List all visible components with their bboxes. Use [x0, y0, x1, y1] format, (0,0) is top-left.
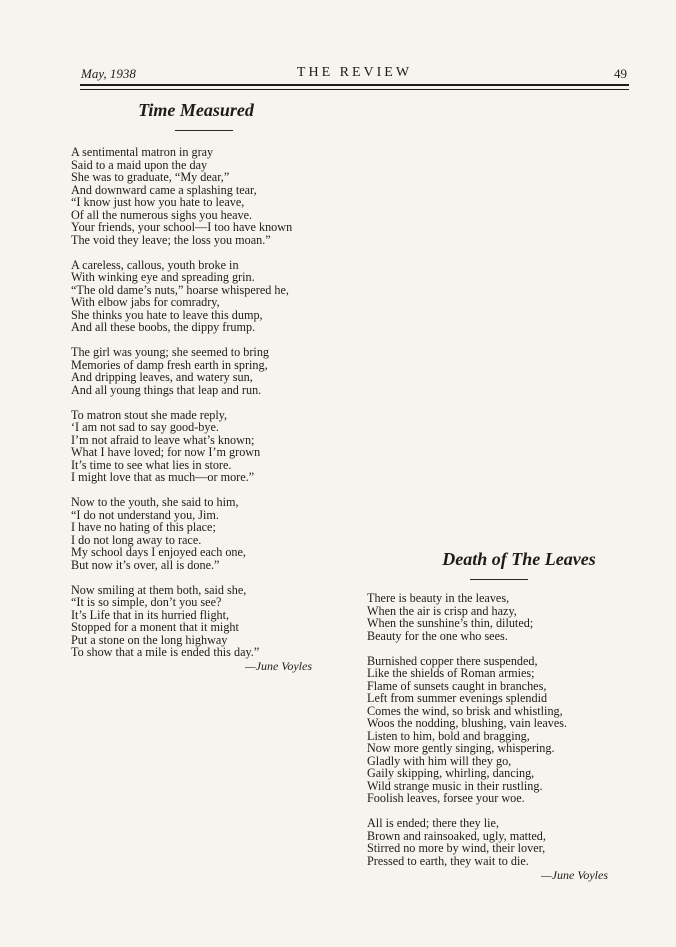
header-rule-thin: [80, 89, 629, 90]
stanza: [71, 496, 333, 571]
verse-line: My school days I enjoyed each one,: [71, 545, 246, 559]
verse-line: What I have loved; for now I’m grown: [71, 445, 261, 459]
verse-line: “I do not understand you, Jim.: [71, 507, 219, 522]
verse-line: I’m not afraid to leave what’s known;: [71, 432, 255, 447]
verse-line: There is beauty in the leaves,: [367, 591, 510, 605]
stanza: [367, 817, 611, 867]
verse-line: A sentimental matron in gray: [71, 145, 214, 159]
verse-line: Pressed to earth, they wait to die.: [367, 853, 529, 868]
verse-line: It’s time to see what lies in store.: [71, 457, 232, 472]
verse-line: Like the shields of Roman armies;: [367, 666, 535, 680]
verse-line: Brown and rainsoaked, ugly, matted,: [367, 828, 546, 843]
poem-death-of-the-leaves: [367, 549, 611, 883]
verse-line: Now more gently singing, whispering.: [367, 741, 555, 755]
stanza: [367, 592, 611, 642]
verse-line: The girl was young; she seemed to bring: [71, 345, 270, 359]
stanza: [71, 259, 333, 334]
title-underline: [175, 130, 233, 131]
verse-line: Your friends, your school—I too have known: [71, 220, 293, 234]
poem-stanzas: [71, 146, 333, 659]
poem-time-measured: [71, 100, 333, 674]
verse-line: Now smiling at them both, said she,: [71, 582, 247, 597]
verse-line: But now it’s over, all is done.”: [71, 557, 220, 572]
verse-line: “The old dame’s nuts,” hoarse whispered he,: [71, 282, 289, 297]
verse-line: When the sunshine’s thin, diluted;: [367, 616, 534, 630]
verse-line: ‘I am not sad to say good-bye.: [71, 420, 219, 434]
verse-line: All is ended; there they lie,: [367, 816, 499, 830]
page-number: 49: [614, 66, 627, 81]
verse-line: And dripping leaves, and watery sun,: [71, 370, 253, 384]
poem-title: Time Measured: [138, 100, 254, 120]
verse-line: Now to the youth, she said to him,: [71, 495, 239, 509]
verse-line: I might love that as much—or more.”: [71, 470, 255, 484]
verse-line: A careless, callous, youth broke in: [71, 257, 239, 272]
verse-line: Memories of damp fresh earth in spring,: [71, 357, 268, 372]
issue-date: May, 1938: [81, 66, 136, 81]
verse-line: To matron stout she made reply,: [71, 407, 228, 422]
verse-line: Wild strange music in their rustling.: [367, 778, 543, 793]
verse-line: And downward came a splashing tear,: [71, 182, 257, 197]
verse-line: Comes the wind, so brisk and whistling,: [367, 703, 563, 718]
verse-line: The void they leave; the loss you moan.”: [71, 232, 271, 247]
verse-line: Put a stone on the long highway: [71, 632, 228, 647]
verse-line: “It is so simple, don’t you see?: [71, 595, 222, 609]
verse-line: With elbow jabs for comradry,: [71, 295, 220, 309]
verse-line: And all young things that leap and run.: [71, 382, 262, 397]
stanza: [71, 346, 333, 396]
verse-line: With winking eye and spreading grin.: [71, 270, 255, 284]
verse-line: She thinks you hate to leave this dump,: [71, 307, 263, 322]
verse-line: Gaily skipping, whirling, dancing,: [367, 766, 535, 780]
verse-line: I have no hating of this place;: [71, 520, 216, 534]
verse-line: Stopped for a monent that it might: [71, 620, 239, 634]
stanza: [367, 655, 611, 805]
verse-line: Stirred no more by wind, their lover,: [367, 841, 546, 855]
verse-line: Flame of sunsets caught in branches,: [367, 678, 547, 693]
header-rule-thick: [80, 84, 629, 86]
verse-line: Gladly with him will they go,: [367, 753, 512, 768]
poem-title: Death of The Leaves: [442, 549, 596, 569]
verse-line: And all these boobs, the dippy frump.: [71, 320, 256, 334]
verse-line: Listen to him, bold and bragging,: [367, 728, 530, 743]
verse-line: Woos the nodding, blushing, vain leaves.: [367, 716, 568, 730]
verse-line: Of all the numerous sighs you heave.: [71, 207, 253, 222]
poem-stanzas: [367, 592, 611, 867]
poem-attribution: —June Voyles: [541, 867, 608, 882]
poem-attribution: —June Voyles: [245, 659, 312, 673]
verse-line: Said to a maid upon the day: [71, 157, 208, 172]
verse-line: It’s Life that in its hurried flight,: [71, 607, 230, 622]
verse-line: Left from summer evenings splendid: [367, 691, 548, 705]
stanza: [71, 409, 333, 484]
title-underline: [470, 579, 528, 580]
verse-line: To show that a mile is ended this day.”: [71, 645, 260, 659]
verse-line: “I know just how you hate to leave,: [71, 195, 245, 209]
verse-line: Beauty for the one who sees.: [367, 628, 508, 643]
verse-line: Foolish leaves, forsee your woe.: [367, 791, 525, 805]
verse-line: Burnished copper there suspended,: [367, 653, 538, 668]
stanza: [71, 146, 333, 246]
publication-title: THE REVIEW: [296, 65, 413, 80]
verse-line: When the air is crisp and hazy,: [367, 603, 517, 618]
stanza: [71, 584, 333, 659]
verse-line: She was to graduate, “My dear,”: [71, 170, 230, 184]
verse-line: I do not long away to race.: [71, 532, 202, 547]
page-header: [80, 64, 629, 90]
